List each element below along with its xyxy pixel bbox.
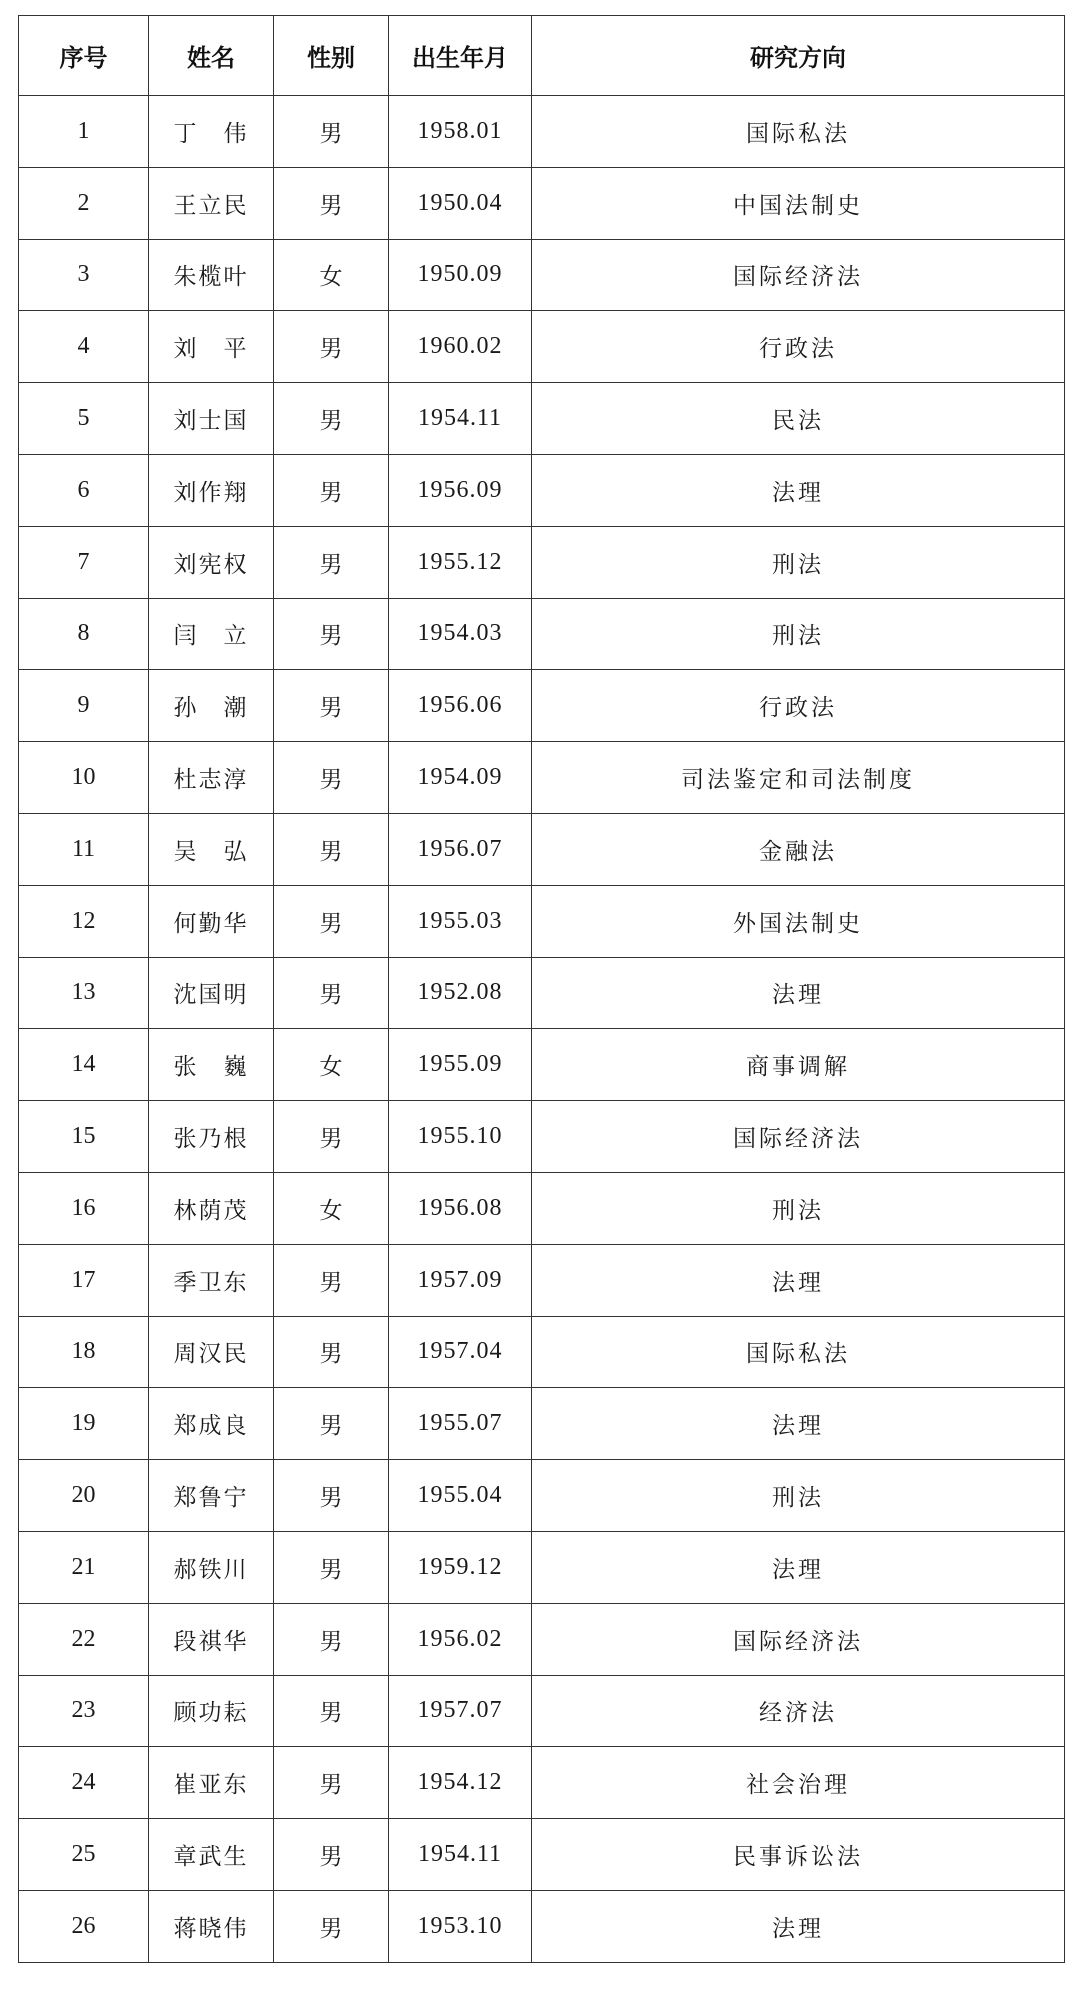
cell-no: 18 [19,1316,149,1388]
cell-birth: 1954.09 [389,742,532,814]
cell-birth: 1954.11 [389,1819,532,1891]
cell-no: 1 [19,96,149,168]
cell-sex: 男 [274,670,389,742]
cell-birth: 1955.10 [389,1101,532,1173]
cell-field: 外国法制史 [532,885,1065,957]
cell-field: 行政法 [532,670,1065,742]
cell-name: 吴 弘 [149,813,274,885]
cell-name: 闫 立 [149,598,274,670]
cell-birth: 1955.04 [389,1460,532,1532]
cell-name: 郑鲁宁 [149,1460,274,1532]
cell-birth: 1950.09 [389,239,532,311]
table-body [19,96,1065,1963]
cell-name: 杜志淳 [149,742,274,814]
cell-name: 朱榄叶 [149,239,274,311]
cell-no: 14 [19,1029,149,1101]
table-row [19,670,1065,742]
table-row [19,383,1065,455]
cell-field: 国际私法 [532,1316,1065,1388]
cell-field: 国际经济法 [532,1101,1065,1173]
cell-no: 24 [19,1747,149,1819]
table-row [19,957,1065,1029]
cell-sex: 男 [274,383,389,455]
cell-name: 周汉民 [149,1316,274,1388]
cell-field: 国际经济法 [532,239,1065,311]
cell-field: 司法鉴定和司法制度 [532,742,1065,814]
table-row [19,1172,1065,1244]
cell-name: 张 巍 [149,1029,274,1101]
cell-no: 7 [19,526,149,598]
cell-name: 郑成良 [149,1388,274,1460]
table-row [19,1531,1065,1603]
cell-name: 郝铁川 [149,1531,274,1603]
cell-no: 10 [19,742,149,814]
cell-sex: 男 [274,1101,389,1173]
cell-sex: 男 [274,742,389,814]
cell-no: 13 [19,957,149,1029]
cell-field: 刑法 [532,526,1065,598]
cell-no: 26 [19,1890,149,1962]
cell-sex: 男 [274,1675,389,1747]
cell-field: 民法 [532,383,1065,455]
cell-field: 法理 [532,1244,1065,1316]
cell-birth: 1950.04 [389,167,532,239]
cell-sex: 女 [274,1172,389,1244]
cell-field: 经济法 [532,1675,1065,1747]
cell-name: 沈国明 [149,957,274,1029]
cell-birth: 1955.12 [389,526,532,598]
cell-field: 国际私法 [532,96,1065,168]
cell-name: 刘宪权 [149,526,274,598]
cell-field: 刑法 [532,1172,1065,1244]
cell-sex: 男 [274,1388,389,1460]
cell-name: 何勤华 [149,885,274,957]
cell-field: 国际经济法 [532,1603,1065,1675]
cell-no: 21 [19,1531,149,1603]
cell-sex: 男 [274,1531,389,1603]
header-sex: 性别 [274,16,389,96]
header-no: 序号 [19,16,149,96]
cell-sex: 男 [274,1819,389,1891]
cell-birth: 1954.03 [389,598,532,670]
table-header [19,16,1065,96]
cell-sex: 男 [274,1747,389,1819]
cell-sex: 女 [274,239,389,311]
cell-sex: 男 [274,885,389,957]
cell-birth: 1956.07 [389,813,532,885]
cell-sex: 男 [274,454,389,526]
cell-no: 4 [19,311,149,383]
cell-field: 法理 [532,1388,1065,1460]
cell-sex: 男 [274,526,389,598]
cell-sex: 男 [274,167,389,239]
table-row [19,813,1065,885]
table-row [19,1603,1065,1675]
cell-name: 刘作翔 [149,454,274,526]
cell-birth: 1957.07 [389,1675,532,1747]
cell-sex: 男 [274,1890,389,1962]
cell-no: 6 [19,454,149,526]
cell-name: 刘士国 [149,383,274,455]
cell-name: 丁 伟 [149,96,274,168]
document-page [18,15,1064,1963]
cell-name: 张乃根 [149,1101,274,1173]
cell-no: 2 [19,167,149,239]
cell-no: 22 [19,1603,149,1675]
cell-sex: 男 [274,1244,389,1316]
table-row [19,239,1065,311]
cell-birth: 1956.09 [389,454,532,526]
cell-birth: 1957.09 [389,1244,532,1316]
cell-no: 23 [19,1675,149,1747]
cell-sex: 男 [274,1316,389,1388]
cell-name: 蒋晓伟 [149,1890,274,1962]
cell-field: 刑法 [532,1460,1065,1532]
cell-no: 19 [19,1388,149,1460]
cell-no: 15 [19,1101,149,1173]
cell-field: 行政法 [532,311,1065,383]
cell-name: 段祺华 [149,1603,274,1675]
cell-name: 崔亚东 [149,1747,274,1819]
cell-no: 8 [19,598,149,670]
cell-sex: 男 [274,813,389,885]
cell-no: 3 [19,239,149,311]
table-row [19,885,1065,957]
table-row [19,1819,1065,1891]
table-row [19,1316,1065,1388]
table-row [19,1747,1065,1819]
cell-no: 9 [19,670,149,742]
cell-field: 法理 [532,1531,1065,1603]
cell-sex: 男 [274,957,389,1029]
cell-field: 金融法 [532,813,1065,885]
cell-sex: 男 [274,598,389,670]
cell-birth: 1955.07 [389,1388,532,1460]
cell-no: 5 [19,383,149,455]
table-row [19,311,1065,383]
cell-field: 社会治理 [532,1747,1065,1819]
cell-no: 11 [19,813,149,885]
header-field: 研究方向 [532,16,1065,96]
table-row [19,1388,1065,1460]
cell-birth: 1955.03 [389,885,532,957]
table-row [19,167,1065,239]
cell-sex: 男 [274,311,389,383]
table-row [19,742,1065,814]
cell-field: 刑法 [532,598,1065,670]
table-row [19,1101,1065,1173]
cell-field: 商事调解 [532,1029,1065,1101]
cell-sex: 男 [274,1460,389,1532]
cell-birth: 1956.08 [389,1172,532,1244]
cell-no: 16 [19,1172,149,1244]
table-row [19,1890,1065,1962]
cell-birth: 1960.02 [389,311,532,383]
header-name: 姓名 [149,16,274,96]
cell-sex: 男 [274,96,389,168]
cell-name: 章武生 [149,1819,274,1891]
cell-name: 季卫东 [149,1244,274,1316]
member-table [18,15,1065,1963]
cell-birth: 1953.10 [389,1890,532,1962]
cell-field: 民事诉讼法 [532,1819,1065,1891]
cell-birth: 1954.12 [389,1747,532,1819]
cell-sex: 女 [274,1029,389,1101]
cell-sex: 男 [274,1603,389,1675]
table-row [19,598,1065,670]
cell-birth: 1959.12 [389,1531,532,1603]
table-row [19,1244,1065,1316]
table-row [19,96,1065,168]
cell-birth: 1955.09 [389,1029,532,1101]
cell-name: 顾功耘 [149,1675,274,1747]
header-row [19,16,1065,96]
cell-no: 17 [19,1244,149,1316]
table-row [19,1460,1065,1532]
table-row [19,526,1065,598]
cell-field: 法理 [532,1890,1065,1962]
cell-name: 王立民 [149,167,274,239]
header-birth: 出生年月 [389,16,532,96]
cell-field: 法理 [532,454,1065,526]
cell-no: 25 [19,1819,149,1891]
cell-name: 林荫茂 [149,1172,274,1244]
cell-field: 中国法制史 [532,167,1065,239]
cell-birth: 1954.11 [389,383,532,455]
cell-birth: 1958.01 [389,96,532,168]
cell-name: 刘 平 [149,311,274,383]
table-row [19,1029,1065,1101]
cell-birth: 1956.06 [389,670,532,742]
cell-name: 孙 潮 [149,670,274,742]
cell-no: 20 [19,1460,149,1532]
cell-field: 法理 [532,957,1065,1029]
table-row [19,454,1065,526]
cell-birth: 1952.08 [389,957,532,1029]
table-row [19,1675,1065,1747]
cell-birth: 1957.04 [389,1316,532,1388]
cell-no: 12 [19,885,149,957]
cell-birth: 1956.02 [389,1603,532,1675]
